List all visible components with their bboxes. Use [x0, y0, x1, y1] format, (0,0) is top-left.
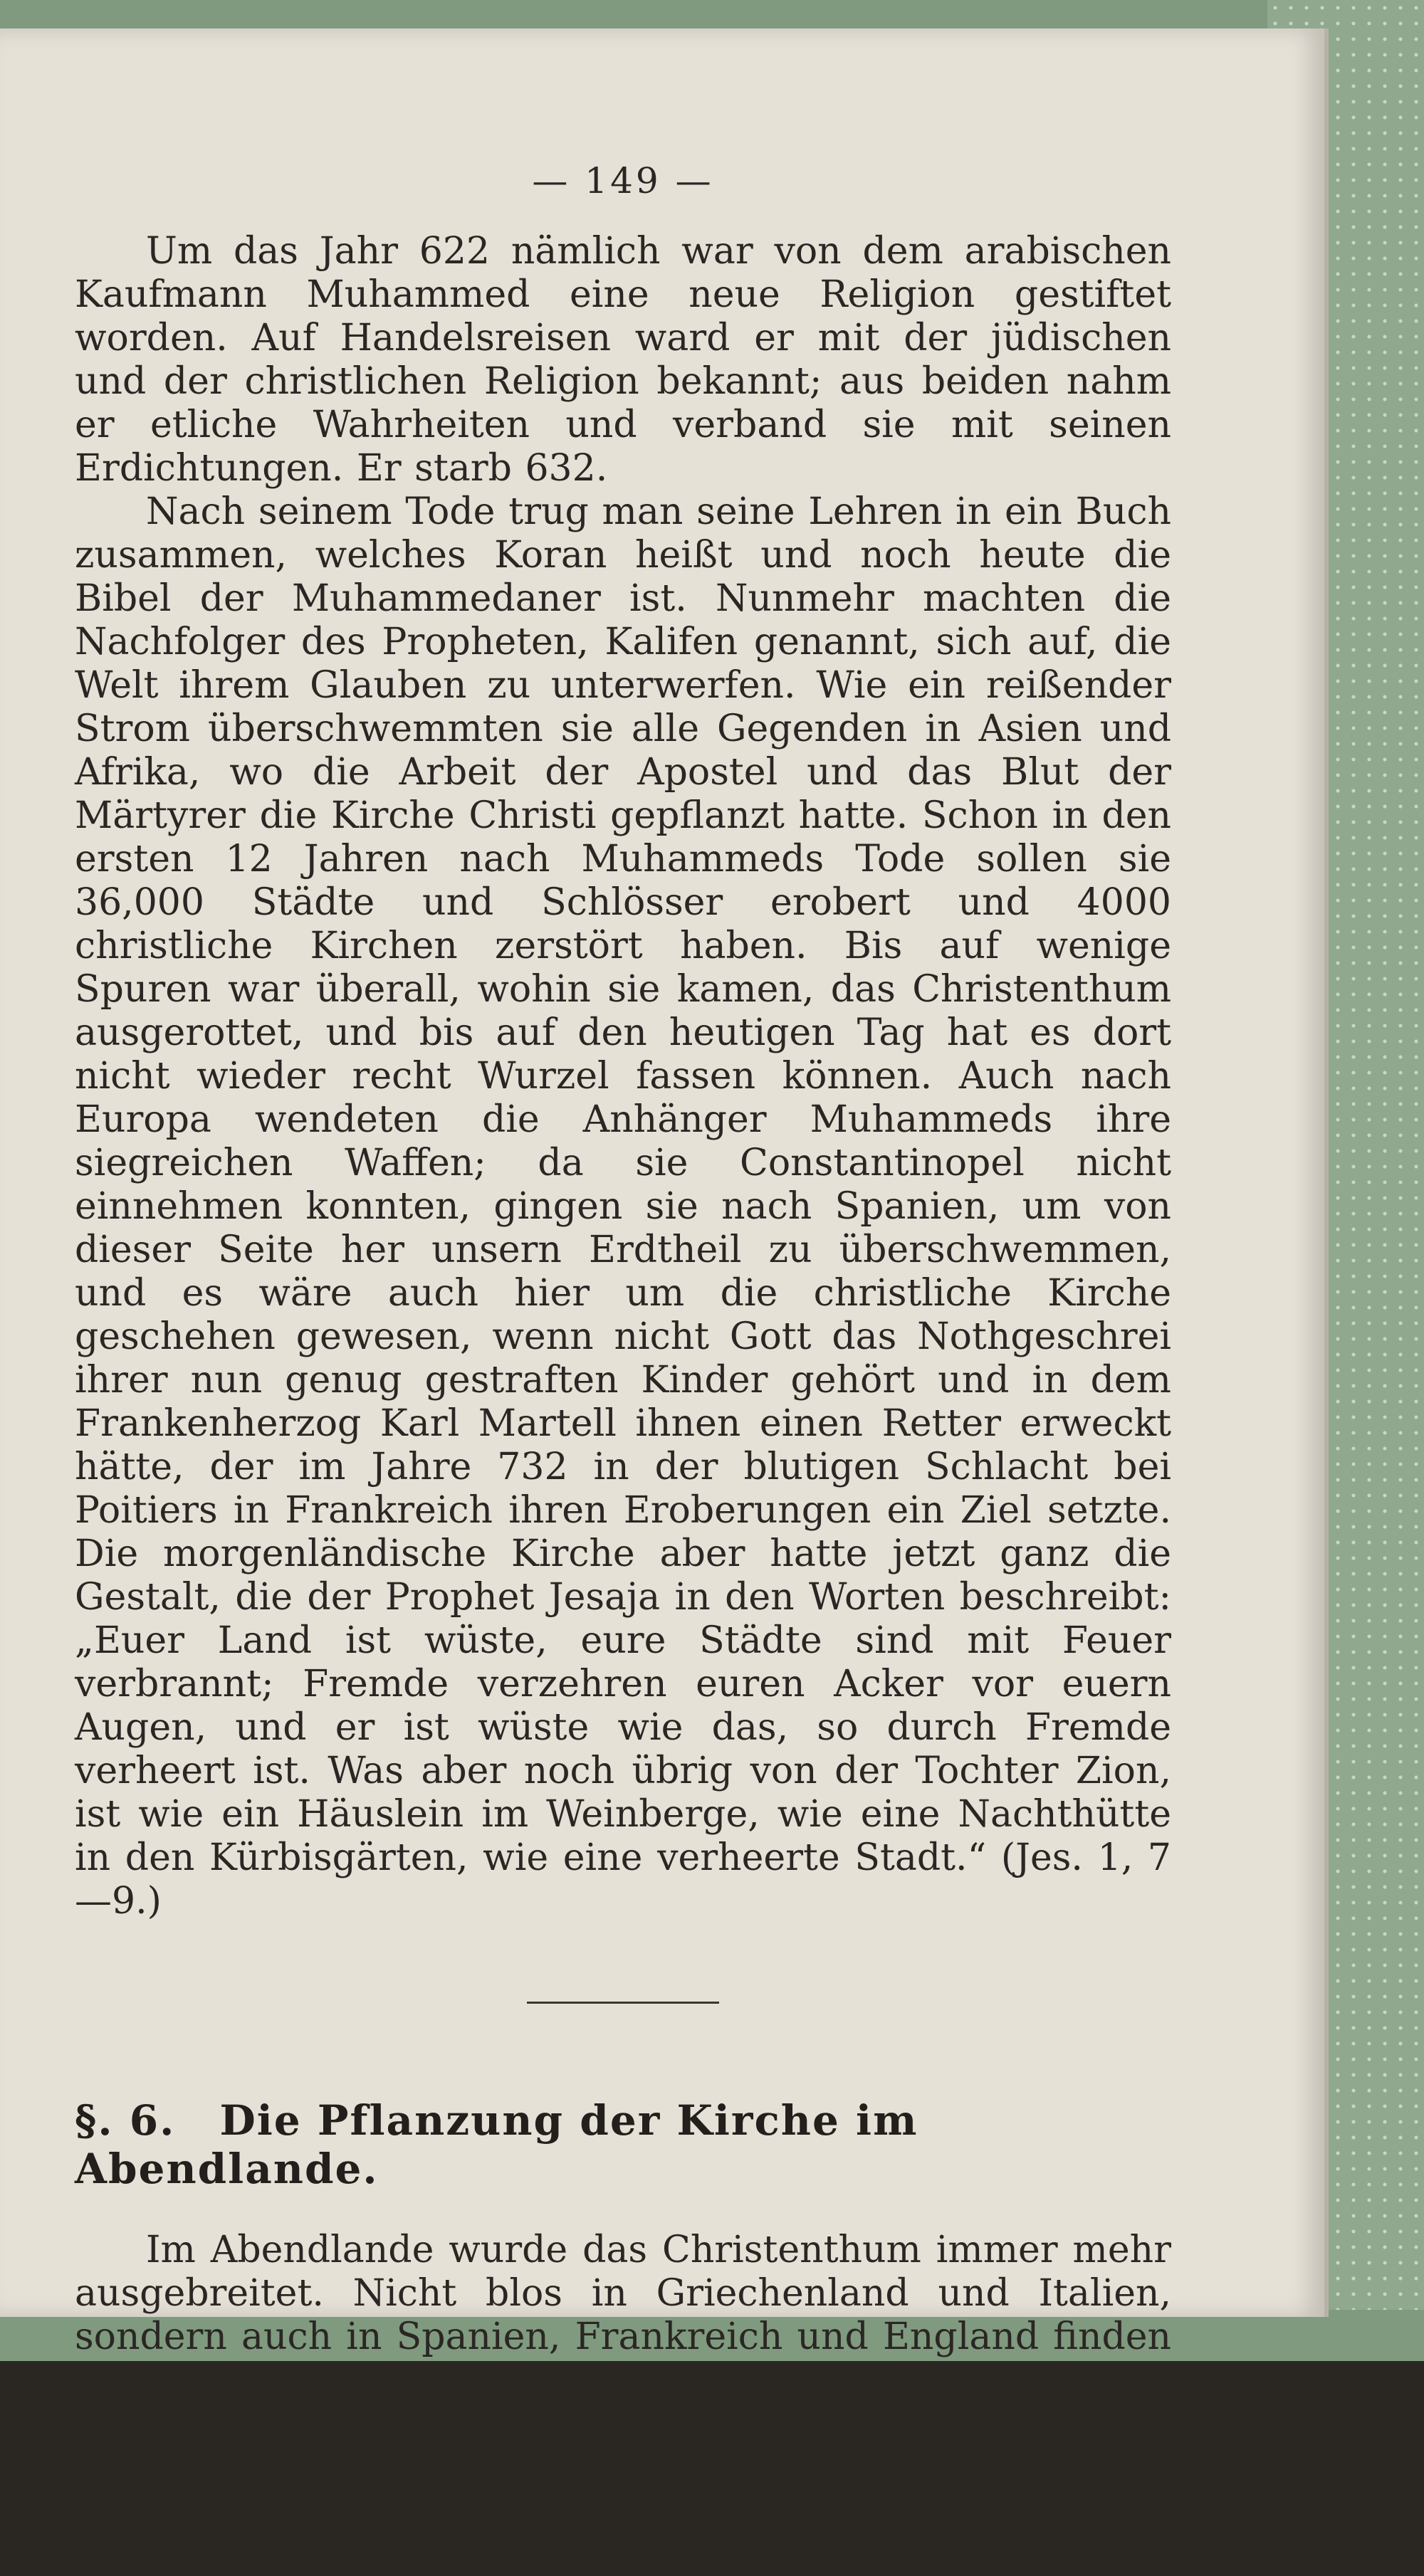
- paragraph-koran: Nach seinem Tode trug man seine Lehren in ein Buch zusammen, welches Koran heißt und noch heute die Bibel der Muhammedaner ist. Nunmehr machten die Nachfolger des Propheten, Kalifen genannt, sich auf, die Welt ihrem Glauben zu unterwerfen. Wie ein reißender Strom überschwemmten sie alle Gegenden in Asien und Afrika, wo die Arbeit der Apostel und das Blut der Märtyrer die Kirche Christi gepflanzt hatte. Schon in den ersten 12 Jahren nach Muhammeds Tode sollen sie 36,000 Städte und Schlösser erobert und 4000 christliche Kirchen zerstört haben. Bis auf wenige Spuren war überall, wohin sie kamen, das Christenthum ausgerottet, und bis auf den heutigen Tag hat es dort nicht wieder recht Wurzel fassen können. Auch nach Europa wendeten die Anhänger Muhammeds ihre siegreichen Waffen; da sie Constantinopel nicht einnehmen konnten, gingen sie nach Spanien, um von dieser Seite her unsern Erdtheil zu überschwemmen, und es wäre auch hier um die christliche Kirche geschehen gewesen, wenn nicht Gott das Nothgeschrei ihrer nun genug gestraften Kinder gehört und in dem Frankenherzog Karl Martell ihnen einen Retter erweckt hätte, der im Jahre 732 in der blutigen Schlacht bei Poitiers in Frankreich ihren Eroberungen ein Ziel setzte. Die morgenländische Kirche aber hatte jetzt ganz die Gestalt, die der Prophet Jesaja in den Worten beschreibt: „Euer Land ist wüste, eure Städte sind mit Feuer verbrannt; Fremde verzehren euren Acker vor euern Augen, und er ist wüste wie das, so durch Fremde verheert ist. Was aber noch übrig von der Tochter Zion, ist wie ein Häuslein im Weinberge, wie eine Nachthütte in den Kürbisgärten, wie eine verheerte Stadt.“ (Jes. 1, 7—9.): [75, 490, 1171, 1923]
- paragraph-muhammed: Um das Jahr 622 nämlich war von dem arabischen Kaufmann Muhammed eine neue Religion gestiftet worden. Auf Handelsreisen ward er mit der jüdischen und der christlichen Religion bekannt; aus beiden nahm er etliche Wahrheiten und verband sie mit seinen Erdichtungen. Er starb 632.: [75, 230, 1171, 490]
- section-divider: [527, 2002, 719, 2004]
- section-number: §. 6.: [75, 2096, 176, 2145]
- section-heading: [75, 2096, 1171, 2193]
- book-page: [0, 28, 1329, 2575]
- paragraph-abendland: Im Abendlande wurde das Christenthum immer mehr ausgebreitet. Nicht blos in Griechenland und Italien, sondern auch in Spanien, Frankreich und England finden sich schon sehr frühe Spuren des Christenthums, namentlich auch in unsern Rheingegenden, die schon vor Christi Geburt den Römern unterworfen waren und römische Pflanzstädte, römische Bildung und Sprache und römische Besatzung hatten. Es waren unter den: [75, 2229, 1171, 2575]
- page-content: [75, 160, 1171, 2576]
- page-number: — 149 —: [532, 160, 714, 201]
- section-title: Die Pflanzung der Kirche im Abendlande.: [75, 2096, 918, 2193]
